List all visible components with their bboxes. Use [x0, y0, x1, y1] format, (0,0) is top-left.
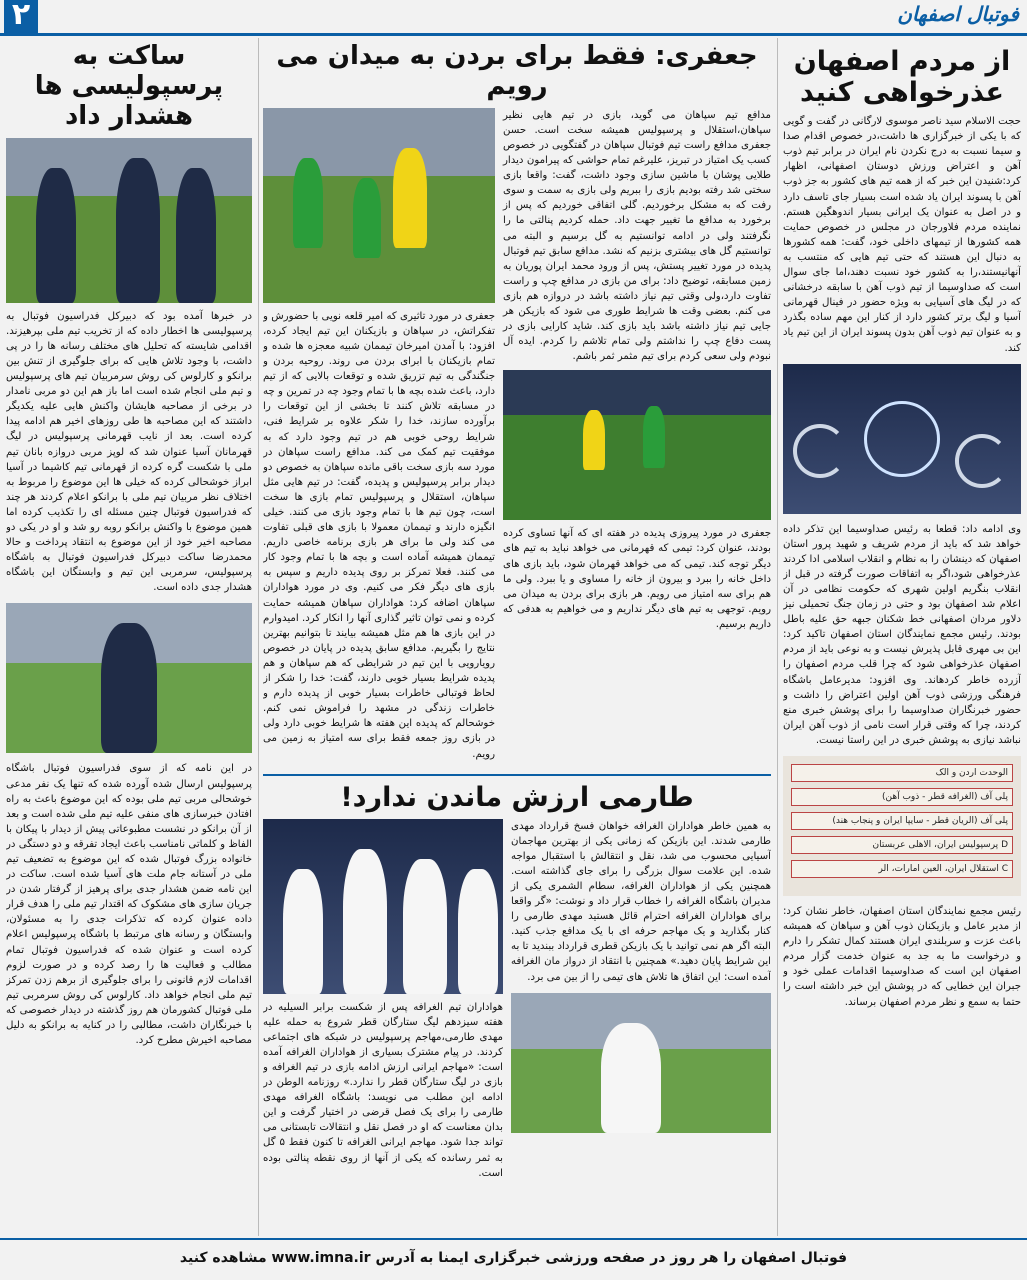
player-figure: [643, 406, 665, 468]
player-figure: [458, 869, 498, 994]
player-figure: [343, 849, 387, 994]
article-body: [783, 522, 1021, 748]
article-headline: جعفری: فقط برای بردن به میدان می رویم: [276, 41, 758, 101]
article-body: [511, 819, 771, 1183]
player-figure: [353, 178, 381, 258]
player-figure: [393, 148, 427, 248]
column-divider: [777, 38, 778, 1236]
board-row: پلی آف (الغرافه قطر - ذوب آهن): [791, 788, 1013, 806]
page-header: [0, 0, 1027, 34]
article-column-right: [783, 38, 1021, 1236]
article-body: [503, 108, 771, 764]
article-column-left: [6, 38, 252, 1236]
section-logo: فوتبال اصفهان: [897, 2, 1019, 26]
article-body: [6, 309, 252, 596]
column-divider: [258, 38, 259, 1236]
article-paragraph: حجت الاسلام سید ناصر موسوی لارگانی در گفت و گویی که با یکی از خبرگزاری ها داشت،در خصوص اقدام صدا و سیما نسبت به درج نکردن نام ایران در برابر تیم ذوب آهن و اعتراض ورزش دوستان اصفهانی، اظهار کرد:شنیدن این خبر که از همه تیم های کشور به جز ذوب آهن با پسوند ایران یاد شده است بسیار جای تاسف دارد و در اصل به عنوان یک ایرانی بسیار اندوهگین هستم. نماینده مردم فلاورجان در مجلس در خصوص حمایت همه کشورها از تیمهای داخلی خود، گفت: همه کشورها به دنبال این هستند که حتی تیم هایی که منتسب به آنهانیستند،را به کشور خود نسبت دهند،اما جای سوال است که صداوسیما از تیم ذوب آهن با سابقه درخشانی که در لیگ های آسیایی به ویژه حضور در فینال قهرمانی آسیا و لیگ برتر کشور دارد از کنار این مهم ساده بگذرد و به عنوان تیم ذوب آهن بدون پسوند ایران از این تیم یاد کند.: [783, 116, 1021, 354]
header-rule: [0, 33, 1027, 36]
board-row: پلی آف (الریان قطر - سایپا ایران و پنجاب هند): [791, 812, 1013, 830]
article-column-middle: [263, 38, 771, 1236]
broadcaster-emblem-icon: [864, 401, 940, 477]
page-number: ۲: [4, 0, 38, 34]
match-photo: [503, 370, 771, 520]
article-paragraph: در خبرها آمده بود که دبیرکل فدراسیون فوتبال به پرسپولیسی ها اخطار داده که از تخریب تیم ملی بپرهیزند. اقدامی شایسته که تحلیل های مختلف رسانه ها را در پی داشت، با وجود تلاش هایی که برای جلوگیری از تنش بین برانکو و کارلوس کی روش سرمربیان تیم های پرسپولیس و تیم ملی انجام شده است اما باز هم این دو مربی نامدار در برخی از مصاحبه هایشان واکنش هایی علیه یکدیگر داشتند که این مصاحبه ها طی روزهای اخیر هم ادامه پیدا کرده است. بعد از نایب قهرمانی پرسپولیس در لیگ قهرمانان آسیا عنوان شد که لوپز مربی دروازه بانان تیم ملی با شکست گره کرده از قهرمانی تیم کاشیما در آسیا ابراز خوشحالی کرده که خیلی ها این موضوع را مربوط به اختلاف نظر مربیان تیم ملی با برانکو اعلام کردند هر چند که فدراسیون فوتبال چنین مسئله ای را تکذیب کرده اما همین موضوع با واکنش برانکو روبه رو شد و او در یکی دو مصاحبه اخیر خود از این موضوع به انتقاد پرداخت و حالا محمدرضا ساکت دبیرکل فدراسیون فوتبال به باشگاه پرسپولیس، سرمربی این تیم و وابستگان این باشگاه هشدار جدی داده است.: [6, 310, 252, 594]
article-paragraph: هواداران تیم الغرافه پس از شکست برابر السیلیه در هفته سیزدهم لیگ ستارگان قطر شروع به حمله علیه مهدی طارمی،مهاجم پرسپولیس در شبکه های اجتماعی کردند. در پیام مشترک بسیاری از هواداران الغرافه آمده است: «مهاجم ایرانی ارزش ادامه بازی در تیم الغرافه و بازی در لیگ ستارگان قطر را ندارد.» روزنامه الوطن در ادامه این مطلب می نویسد: باشگاه الغرافه مهدی طارمی را برای یک فصل قرضی در اختیار گرفت و این بدان معناست که او در فصل نقل و انتقالات تابستانی می تواند جدا شود. مهاجم ایرانی الغرافه تا کنون فقط ۵ گل به ثمر رسانده که یکی از آنها از روی نقطه پنالتی بوده است.: [263, 1001, 503, 1179]
person-figure: [176, 168, 216, 303]
player-figure: [583, 410, 605, 470]
coaches-photo: [6, 138, 252, 303]
article-headline: طارمی ارزش ماندن ندارد!: [340, 781, 694, 813]
article-paragraph: جعفری در مورد پیروزی پدیده در هفته ای که آنها تساوی کرده بودند، عنوان کرد: تیمی که قهرمانی می خواهد نباید به تیم های دیگر توجه کند. تیمی که می خواهد قهرمان شود، باید بازی های داخل خانه را ببرد و بیرون از خانه را مساوی و یا ببرد. ولی ما هم برای سه امتیاز می رویم. هر بازی برای بردن به میدان می رویم. توجهی به تیم های دیگر نداریم و می خواهیم به هدفی که داریم برسیم.: [503, 528, 771, 630]
article-headline: ساکت به پرسپولیسی ها هشدار داد: [34, 41, 224, 131]
article-paragraph: مدافع تیم سپاهان می گوید، بازی در تیم هایی نظیر سپاهان،استقلال و پرسپولیس همیشه سخت است. حسن جعفری مدافع راست تیم فوتبال سپاهان در گفتگویی در خصوص کسب یک امتیاز در تبریز، علیرغم تمام حواشی که پیرامون دیدار طلایی پوشان با ماشین سازی وجود داشت، گفت: واقعا بازی سختی شد رفته بودیم بازی را ببریم ولی بازی به سمت و سوی رفت که به مشکل برخوردیم. گلی اتفاقی خوردیم که پس از برخورد به مدافع ما تغییر جهت داد. حمله کردیم پنالتی ما را نگرفتند ولی در ادامه توانستیم به گل برسیم و البته می توانستیم گل های بیشتری بزنیم که نشد. مدافع سابق تیم فوتبال پدیده در مورد تغییر پستش، پس از ورود محمد ایران پوریان به زمین مسابقه، توضیح داد: برای من بازی در مدافع چپ و راست تفاوت دارد،ولی وقتی تیم نیاز داشته باشد در دروازه هم بازی می کنم. بعضی وقت ها شرایط طوری می شود که بازیکن هر جایی تیم نیاز داشته باشد باید بازی کند. شاید کارایی بازی در پست دفاع چپ را نداشتم ولی تمام تلاشم را کردم. ایده آل نبودم ولی سعی کردم برای تیم مثمر ثمر باشم.: [503, 109, 771, 363]
article-body: [783, 114, 1021, 356]
article-paragraph: جعفری در مورد تاثیری که امیر قلعه نویی با حضورش و تفکراتش، در سپاهان و بازیکنان این تیم ایجاد کرده، افزود: با آمدن امیرخان تیممان شبیه معجزه ها شده و تمام بازیکنان با ابرای بردن می روند. روحیه بردن و جنگندگی به تیم تزریق شده و توقعات بالایی که از تیم دارد، باعث شده بچه ها با تمام وجود چه در تمرین و چه در مسابقه تلاش کنند تا بخشی از این توقعات را برآورده سازند، خدا را شکر علاوه بر شرایط فنی، شرایط روحی خوبی هم در تیم وجود دارد که به موفقیت تیم کمک می کند. مدافع راست سپاهان در مورد سه بازی سخت باقی مانده سپاهان به خصوص دو دیدار برابر پرسپولیس و پدیده، گفت: در تیم هایی مثل سپاهان، استقلال و پرسپولیس تمام بازی ها سخت است، چون تیم ها با تمام وجود بازی می کنند. خیلی انگیزه دارند و تیممان معمولا با بازی های قبلی تفاوت می کند ولی ما برای هر بازی برنامه خاصی داریم. تیممان همیشه آماده است و بچه ها با تمام وجود کار می کنند. فعلا تمرکز بر روی پدیده داریم و سپس به بازی های دیگر فکر می کنیم. وی در مورد هواداران سپاهان اضافه کرد: هواداران سپاهان همیشه حمایت کرده و نمی توان تاثیر گذاری آنها را انکار کرد. امیدوارم در این بازی ها هم مثل همیشه بیایند تا بتوانیم بهترین نتایج را بگیریم. مدافع سابق پدیده در پایان در خصوص رویارویی با این تیم در شرایطی که هم سپاهان و هم پدیده شرایط بسیار خوبی دارند، گفت: خدا را شکر از لحاظ فوتبالی خاطرات بسیار خوبی از پدیده دارم و خاطرات زندگی در مشهد را فراموش نمی کنم. خوشحالم که پدیده این هفته ها شرایط خوبی دارد ولی در بازی روز جمعه فقط برای سه امتیاز به زمین می رویم.: [263, 310, 495, 760]
person-figure: [116, 158, 160, 303]
team-celebration-photo: [263, 819, 503, 994]
player-photo: [511, 993, 771, 1133]
board-row: الوحدت اردن و الک: [791, 764, 1013, 782]
article-body: [6, 761, 252, 1048]
article-paragraph: در این نامه که از سوی فدراسیون فوتبال باشگاه پرسپولیس ارسال شده آورده شده که تنها یک نفر مدعی خوشحالی مربی تیم ملی بوده که این موضوع باعث به راه افتادن خبرسازی های منفی علیه تیم ملی شده است و بعد از آن برانکو در نشست مطبوعاتی پیش از دیدار با پیکان با الفاظ و کلماتی نامناسب باعث ایجاد تفرقه و دو دستگی در خانواده بزرگ فوتبال شده که این موضوع به تضعیف تیم ملی در آستانه جام ملت های آسیا شده است. ساکت در این نامه ضمن هشدار جدی برای پرهیز از گرفتار شدن در جریان سازی های مشکوک که اقتدار تیم ملی را هدف قرار داده عنوان کرده که تذکرات جدی را به مسئولان، وابستگان و رسانه های مرتبط با باشگاه پرسپولیس اعلام کرده است و عنوان شده که فدراسیون فوتبال تمام مطالب و فعالیت ها را رصد کرده و در صورت لزوم اقدامات لازم قانونی را برای جلوگیری از برهم زدن تمرکز تیم ملی انجام خواهد داد. کارلوس کی روش سرمربی تیم ملی فوتبال کشورمان هم روز گذشته در دیدار خصوصی که با خبرنگاران داشت، مطالبی را در کنایه به برانکو به دلیل مصاحبه اخیرش مطرح کرد.: [6, 763, 252, 1047]
player-figure: [601, 1023, 661, 1133]
footer-text: فوتبال اصفهان را هر روز در صفحه ورزشی خبرگزاری ایمنا به آدرس www.imna.ir مشاهده کنید: [179, 1250, 848, 1266]
player-figure: [403, 859, 447, 994]
match-photo: [263, 108, 495, 303]
article-body: [263, 108, 495, 764]
player-figure: [283, 869, 323, 994]
satellite-dish-icon: [793, 424, 847, 478]
article-paragraph: رئیس مجمع نمایندگان استان اصفهان، خاطر نشان کرد: از مدیر عامل و بازیکنان ذوب آهن و سپاهان که همیشه باعث عزت و سربلندی ایران هستند کمال تشکر را دارم و درخواست ما به جد به عنوان خدمت گزار مردم اصفهان این است که صداوسیما اقدامات عملی خود و جبران این خطایی که در پوشش این خبر داشته است را حتما به سمع و نظر مردم اصفهان برساند.: [783, 906, 1021, 1008]
article-headline: از مردم اصفهان عذرخواهی کنید: [793, 46, 1011, 109]
person-figure: [36, 168, 76, 303]
irib-logo-photo: [783, 364, 1021, 514]
player-figure: [293, 158, 323, 248]
satellite-dish-icon: [955, 434, 1009, 488]
footer-banner: [0, 1238, 1027, 1280]
article-body: [783, 904, 1021, 1010]
board-row: C استقلال ایران، العین امارات، الر: [791, 860, 1013, 878]
article-paragraph: به همین خاطر هواداران الغرافه خواهان فسخ قرارداد مهدی طارمی شدند. این بازیکن که زمانی یکی از بهترین مهاجمان آسیایی محسوب می شد، نقل و انتقالش با استقبال مواجه شده. این علامت سوال بزرگی را برای جای گذاشته است. همچنین یکی از هواداران الغرافه، سطام الشمری یکی از مدیران باشگاه الغرافه را خطاب قرار داد و نوشت: «گر واقعا برای هواداران الغرافه احترام قائل هستید مهدی طارمی را کنار بگذارید و یک مهاجم حرفه ای با یک مدافع جذب کنید. البته اگر هم نمی توانید با یک بازیکن قطری قرارداد ببندید تا به این شرایط پایان دهید.» همچنین با انتقاد از درواز مان الغرافه آمده است: این اتفاق ها تلاش های تیمی را از بین می برد.: [511, 820, 771, 983]
league-groups-photo: [783, 756, 1021, 896]
coach-photo: [6, 603, 252, 753]
person-figure: [101, 623, 157, 753]
article-body: [263, 819, 503, 1183]
board-row: D پرسپولیس ایران، الاهلی عربستان: [791, 836, 1013, 854]
article-paragraph: وی ادامه داد: قطعا به رئیس صداوسیما این تذکر داده خواهد شد که باید از مردم شریف و شهید پرور استان اصفهان که دینشان را به نظام و انقلاب اسلامی ادا کردند عذرخواهی شود،اگر به اتفاقات صورت گرفته در قبل از انقلاب بنگریم اولین شهری که حکومت نظامی در آن اعلام شد اصفهان بود و حتی در زمان جنگ تحمیلی نیز دلاور مردان اصفهانی خط شکنان جبهه حق علیه باطل بودند. رئیس مجمع نمایندگان استان اصفهان تاکید کرد: این بی مهری قابل پذیرش نیست و به نوعی باید از مردم اصفهان عذرخواهی شود که چرا قلب مردم اصفهان را آزرده خاطر کردهاند. وی افزود: مدیرعامل باشگاه فرهنگی ورزشی ذوب آهن اولین اعتراض را داشت و حضور خبرنگاران صداوسیما را برای پوشش خبری منع کردند، چرا که وقتی قرار است نامی از ذوب آهن ایران نباشد نیازی به پوشش خبری در این راستا نیست.: [783, 523, 1021, 746]
section-rule: [263, 774, 771, 776]
